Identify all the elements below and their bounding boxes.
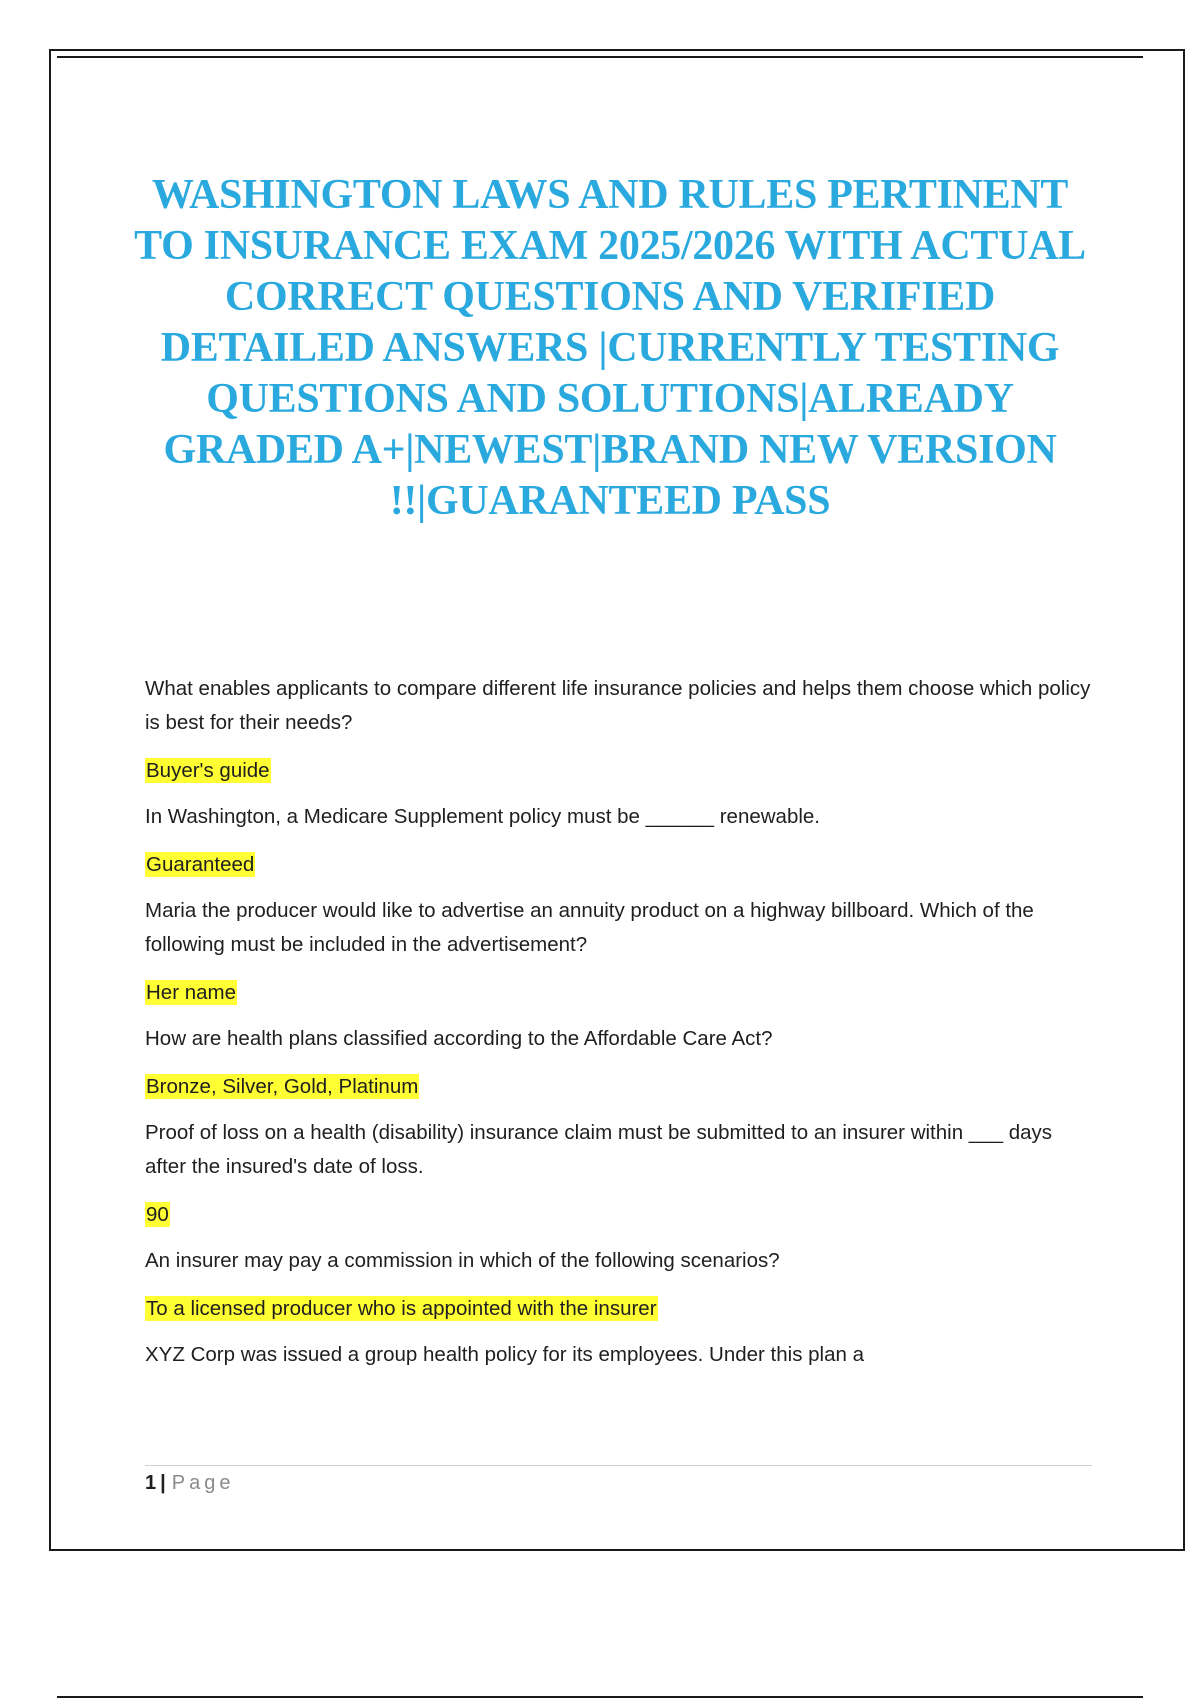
- page-number: 1: [145, 1472, 157, 1494]
- answer-text: [145, 1200, 1095, 1230]
- question-text: How are health plans classified according to the Affordable Care Act?: [145, 1027, 773, 1050]
- answer-text: [145, 850, 1095, 880]
- footer-separator: |: [160, 1472, 166, 1494]
- answer-highlight: Bronze, Silver, Gold, Platinum: [146, 1075, 419, 1098]
- page-footer: [145, 1472, 234, 1495]
- question-text: Maria the producer would like to advertise an annuity product on a highway billboard. Which of the following must be included in the advertisement?: [145, 899, 1034, 956]
- trailing-question-text: XYZ Corp was issued a group health policy for its employees. Under this plan a: [145, 1343, 865, 1366]
- answer-text: [145, 756, 1095, 786]
- next-page-top-rule: [57, 1696, 1143, 1698]
- answer-highlight: 90: [146, 1203, 169, 1226]
- answer-text: [145, 978, 1095, 1008]
- question-text: An insurer may pay a commission in which of the following scenarios?: [145, 1249, 780, 1272]
- qa-list: [145, 672, 1095, 1372]
- footer-rule: [145, 1465, 1092, 1466]
- question-text: In Washington, a Medicare Supplement policy must be ______ renewable.: [145, 805, 820, 828]
- answer-text: [145, 1072, 1095, 1102]
- answer-highlight: Her name: [146, 981, 237, 1004]
- document-title: WASHINGTON LAWS AND RULES PERTINENT TO INSURANCE EXAM 2025/2026 WITH ACTUAL CORRECT QUESTIONS AND VERIFIED DETAILED ANSWERS |CURRENTLY TESTING QUESTIONS AND SOLUTIONS|ALREADY GRADED A+|NEWEST|BRAND NEW VERSION !!|GUARANTEED PASS: [134, 172, 1086, 524]
- top-rule: [57, 56, 1143, 58]
- question-text: Proof of loss on a health (disability) insurance claim must be submitted to an insurer within ___ days after the insured's date of loss.: [145, 1121, 1053, 1178]
- page-label: Page: [171, 1472, 235, 1494]
- answer-highlight: Guaranteed: [146, 853, 255, 876]
- answer-highlight: Buyer's guide: [146, 759, 270, 782]
- answer-text: [145, 1294, 1095, 1324]
- answer-highlight: To a licensed producer who is appointed with the insurer: [146, 1297, 657, 1320]
- question-text: What enables applicants to compare different life insurance policies and helps them choose which policy is best for their needs?: [145, 677, 1091, 734]
